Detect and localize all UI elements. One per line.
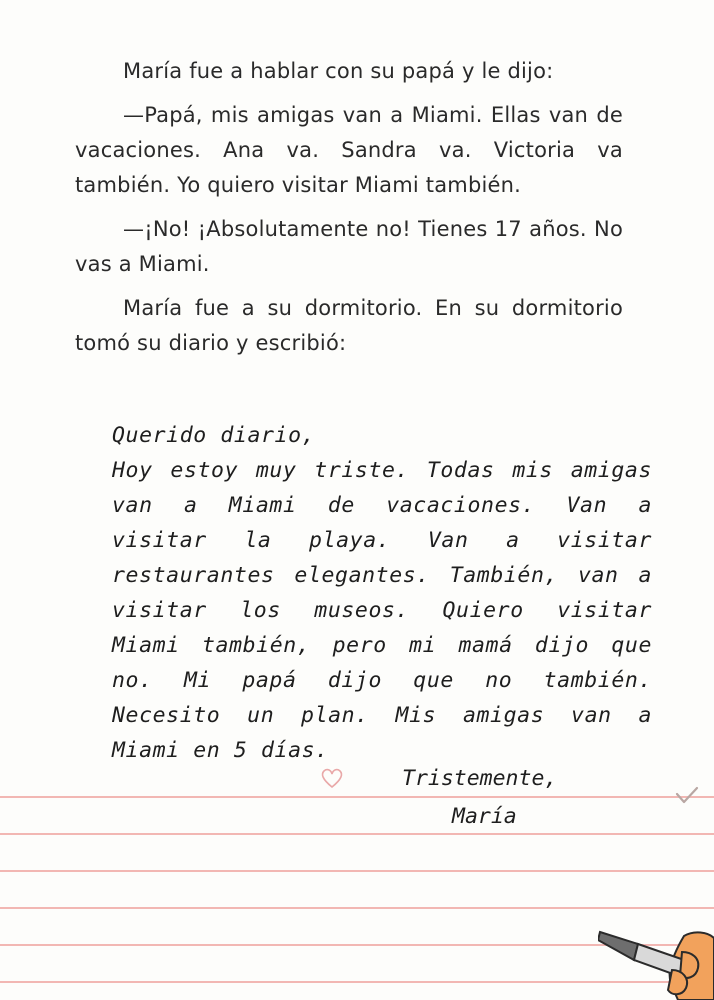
paper-line: [0, 833, 714, 835]
paper-line: [0, 796, 714, 798]
diary-body: Hoy estoy muy triste. Todas mis amigas van a Miami de vacaciones. Van a visitar la playa. Van a visitar restaurantes elegantes. También, van a visitar los museos. Quiero visitar Miami también, pero mi mamá dijo que no. Mi papá dijo que no también. Necesito un plan. Mis amigas van a Miami en 5 días.: [112, 458, 652, 763]
diary-greeting: Querido diario,: [112, 423, 316, 448]
story-paragraph: María fue a hablar con su papá y le dijo:: [123, 59, 554, 83]
story-paragraph: —¡No! ¡Absolutamente no! Tienes 17 años. No vas a Miami.: [75, 217, 623, 276]
diary-closing: Tristemente,: [402, 766, 558, 791]
pencil-hand-icon: [598, 918, 714, 1000]
diary-signature: María: [452, 804, 517, 829]
diary-entry: [112, 418, 652, 768]
heart-doodle-icon: [318, 766, 346, 790]
check-doodle-icon: [674, 786, 700, 806]
paper-line: [0, 907, 714, 909]
story-paragraph: —Papá, mis amigas van a Miami. Ellas van de vacaciones. Ana va. Sandra va. Victoria va también. Yo quiero visitar Miami también.: [75, 103, 623, 197]
diary-closing-block: [402, 760, 557, 836]
story-paragraph: María fue a su dormitorio. En su dormitorio tomó su diario y escribió:: [75, 296, 623, 355]
story-text: [75, 54, 623, 370]
paper-line: [0, 870, 714, 872]
